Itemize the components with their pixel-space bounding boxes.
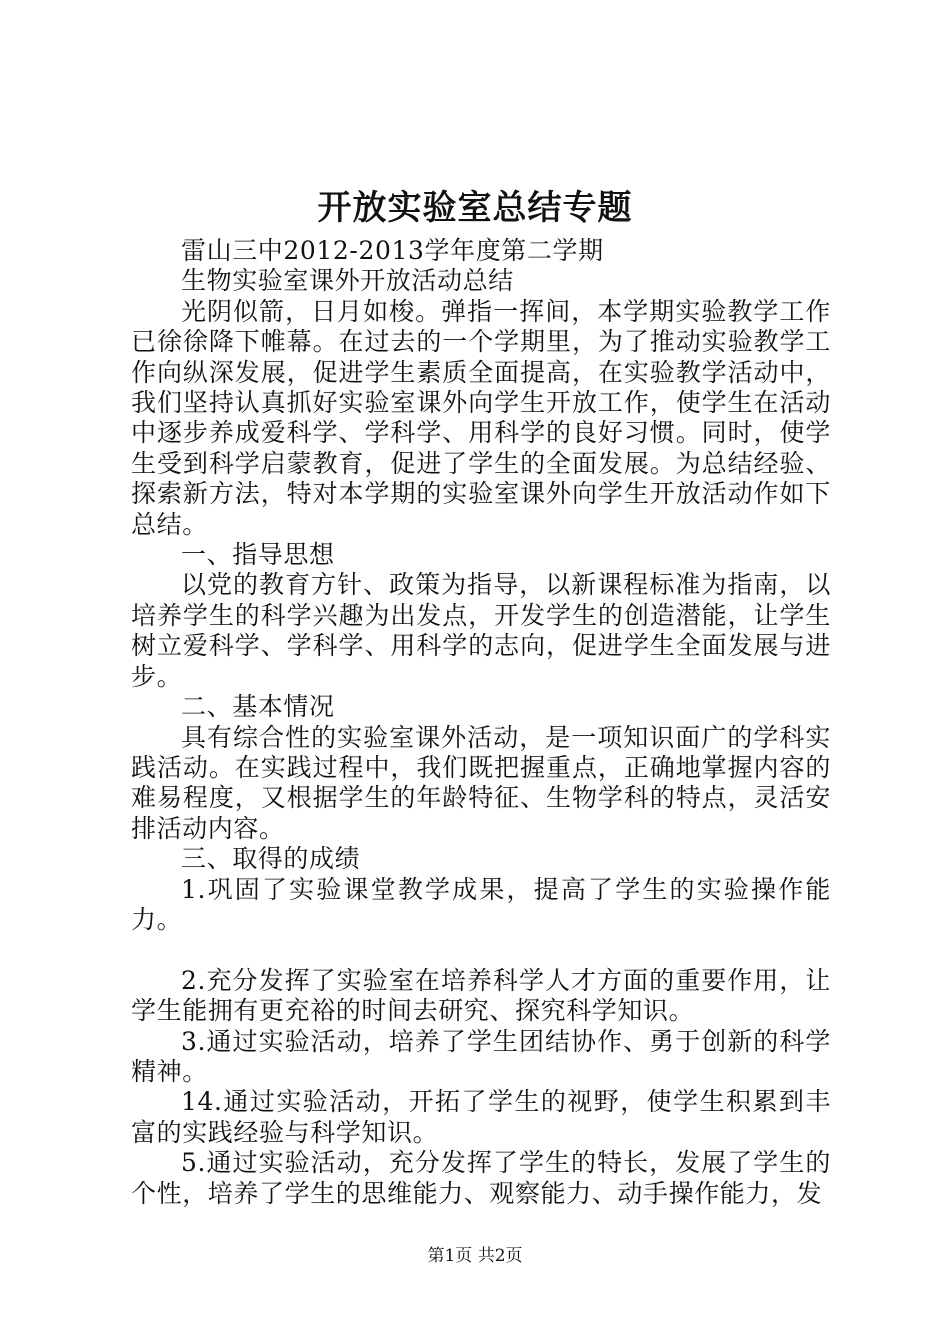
basic-situation-paragraph: 具有综合性的实验室课外活动，是一项知识面广的学科实践活动。在实践过程中，我们既把握重点，正确地掌握内容的难易程度，又根据学生的年龄特征、生物学科的特点，灵活安排活动内容。 [131,722,831,843]
intro-paragraph: 光阴似箭，日月如梭。弹指一挥间，本学期实验教学工作已徐徐降下帷幕。在过去的一个学期里，为了推动实验教学工作向纵深发展，促进学生素质全面提高，在实验教学活动中，我们坚持认真抓好实验室课外向学生开放工作，使学生在活动中逐步养成爱科学、学科学、用科学的良好习惯。同时，使学生受到科学启蒙教育，促进了学生的全面发展。为总结经验、探索新方法，特对本学期的实验室课外向学生开放活动作如下总结。 [131,296,831,539]
section-heading-guiding-thought: 一、指导思想 [181,540,335,570]
blank-line [131,935,831,965]
summary-subtitle: 生物实验室课外开放活动总结 [181,266,514,296]
achievement-item-5: 5.通过实验活动，充分发挥了学生的特长，发展了学生的个性，培养了学生的思维能力、观察能力、动手操作能力，发 [131,1148,831,1208]
achievement-item-1: 1.巩固了实验课堂教学成果，提高了学生的实验操作能力。 [131,874,831,934]
document-body [131,236,831,1209]
section-heading-basic-situation: 二、基本情况 [181,692,335,722]
guiding-thought-paragraph: 以党的教育方针、政策为指导，以新课程标准为指南，以培养学生的科学兴趣为出发点，开发学生的创造潜能，让学生树立爱科学、学科学、用科学的志向，促进学生全面发展与进步。 [131,570,831,691]
achievement-item-4: 14.通过实验活动，开拓了学生的视野，使学生积累到丰富的实践经验与科学知识。 [131,1087,831,1147]
section-heading-achievements: 三、取得的成绩 [181,844,361,874]
achievement-item-3: 3.通过实验活动，培养了学生团结协作、勇于创新的科学精神。 [131,1026,831,1086]
school-term-line: 雷山三中2012-2013学年度第二学期 [181,236,604,265]
achievement-item-2: 2.充分发挥了实验室在培养科学人才方面的重要作用，让学生能拥有更充裕的时间去研究、探究科学知识。 [131,965,831,1026]
document-title: 开放实验室总结专题 [317,188,633,228]
page-footer: 第1页 共2页 [427,1246,523,1266]
